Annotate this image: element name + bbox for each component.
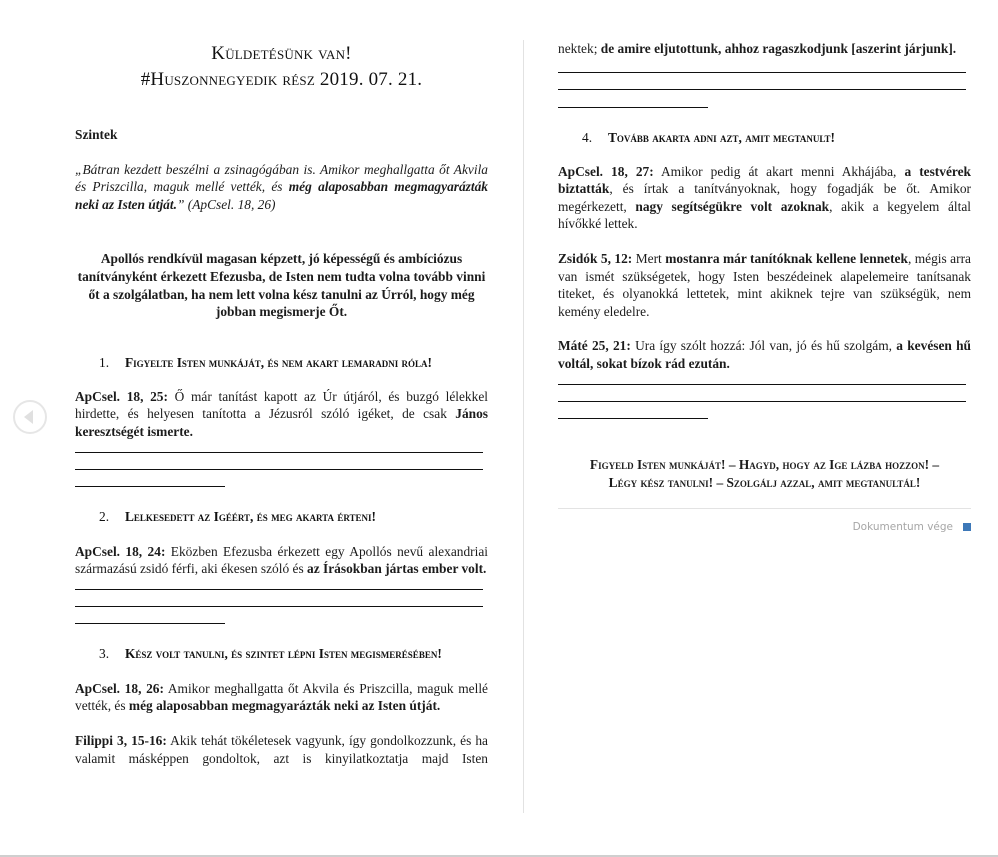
point-1-heading: 1. Figyelte Isten munkáját, és nem akart lemaradni róla! [99,354,433,370]
left-column [75,40,488,767]
column-divider [523,40,524,813]
verse-filippi-continued: nektek; de amire eljutottunk, ahhoz ragaszkodjunk [aszerint járjunk]. [558,41,957,56]
chevron-left-icon [24,410,33,424]
verse-zsidok-5-12: Zsidók 5, 12: Mert mostanra már tanítóknak kellene lennetek, mégis arra van ismét szükségetek, hogy Isten beszédeinek alapelemeire tanítsanak titeket, és olyanokká lettetek, mint akiknek tejre van szükségük, nem kemény eledelre. [558,250,971,319]
point-2-heading: 2. Lelkesedett az Igéért, és meg akarta érteni! [99,508,376,524]
summary-line-1: Figyeld Isten munkáját! – Hagyd, hogy az Ige lázba hozzon! – [589,456,940,472]
verse-filippi-3-15-16: Filippi 3, 15-16: Akik tehát tökéletesek vagyunk, így gondolkozzunk, és ha valamit másképpen gondoltok, azt is kinyilatkoztatja majd Isten [75,732,488,766]
end-square-icon [963,523,971,531]
verse-apcsel-18-26: ApCsel. 18, 26: Amikor meghallgatta őt Akvila és Priszcilla, maguk mellé vették, és még alaposabban megmagyarázták neki az Isten útját. [75,680,488,714]
point-3-heading: 3. Kész volt tanulni, és szintet lépni Isten megismerésében! [99,645,442,661]
verse-mate-25-21: Máté 25, 21: Ura így szólt hozzá: Jól van, jó és hű szolgám, a kevésen hű voltál, sokat bízok rád ezután. [558,338,972,371]
document-end-marker: Dokumentum vége [558,519,971,537]
verse-apcsel-18-27: ApCsel. 18, 27: Amikor pedig át akart menni Akhájába, a testvérek biztatták, és írtak a tanítványoknak, hogy fogadják be őt. Amikor megérkezett, nagy segítségükre volt azoknak, akik a kegyelem által hívőkké lettek. [558,163,972,232]
verse-apcsel-18-25: ApCsel. 18, 25: Ő már tanítást kapott az Úr útjáról, és buzgó lélekkel hirdette, és helyesen tanította a Jézusról szóló igéket, de csak János keresztségét ismerte. [75,388,488,439]
document-title: Küldetésünk van! [211,43,352,64]
summary-line-2: Légy kész tanulni! – Szolgálj azzal, amit megtanultál! [608,474,921,490]
right-column [558,40,971,536]
verse-apcsel-18-24: ApCsel. 18, 24: Eközben Efezusba érkezett egy Apollós nevű alexandriai származású zsidó férfi, aki ékesen szóló és az Írásokban jártas ember volt. [75,543,489,577]
previous-page-button[interactable] [13,400,47,434]
thesis-statement: Apollós rendkívül magasan képzett, jó képességű és ambíciózus tanítványként érkezett Efezusba, de Isten nem tudta volna tovább vinni őt a szolgálatban, ha nem lett volna kész tanulni az Úrról, hogy még jobban megismerje Őt. [77,251,486,320]
intro-quote: „Bátran kezdett beszélni a zsinagógában is. Amikor meghallgatta őt Akvila és Priszcilla, maguk mellé vették, és még alaposabban megmagyarázták neki az Isten útját.” (ApCsel. 18, 26) [75,161,488,212]
section-label: Szintek [75,127,118,142]
document-subtitle: #Huszonnegyedik rész 2019. 07. 21. [140,69,423,90]
point-4-heading: 4. Tovább akarta adni azt, amit megtanult! [582,129,836,145]
